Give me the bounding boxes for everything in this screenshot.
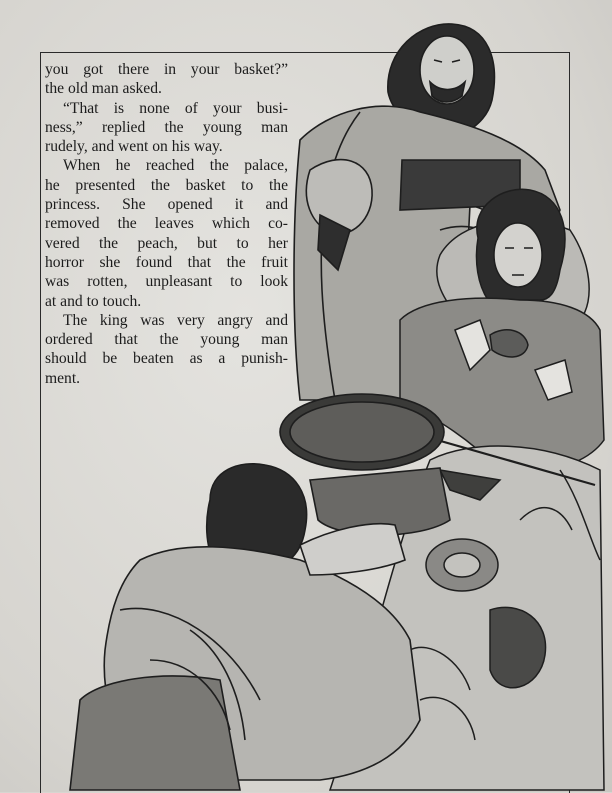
text-line: should be beaten as a punish- (45, 350, 288, 368)
text-line: When he reached the palace, (63, 157, 288, 175)
text-line: vered the peach, but to her (45, 234, 288, 252)
text-line: princess. She opened it and (45, 196, 288, 214)
text-line: rudely, and went on his way. (45, 138, 223, 156)
paragraph-3 (45, 156, 288, 310)
text-line: he presented the basket to the (45, 176, 288, 194)
text-line: ment. (45, 369, 81, 387)
text-line: at and to touch. (45, 292, 142, 310)
text-line: horror she found that the fruit (45, 253, 288, 271)
story-text (45, 60, 288, 388)
text-line: ness,” replied the young man (45, 118, 288, 136)
paragraph-1 (45, 60, 288, 99)
paragraph-2 (45, 99, 288, 157)
text-line: was rotten, unpleasant to look (45, 273, 288, 291)
text-line: the old man asked. (45, 80, 162, 98)
paragraph-4 (45, 311, 288, 388)
text-line: removed the leaves which co- (45, 215, 288, 233)
text-line: you got there in your basket?” (45, 61, 288, 78)
text-line: ordered that the young man (45, 331, 288, 349)
text-line: The king was very angry and (63, 311, 288, 329)
text-line: “That is none of your busi- (63, 99, 288, 117)
